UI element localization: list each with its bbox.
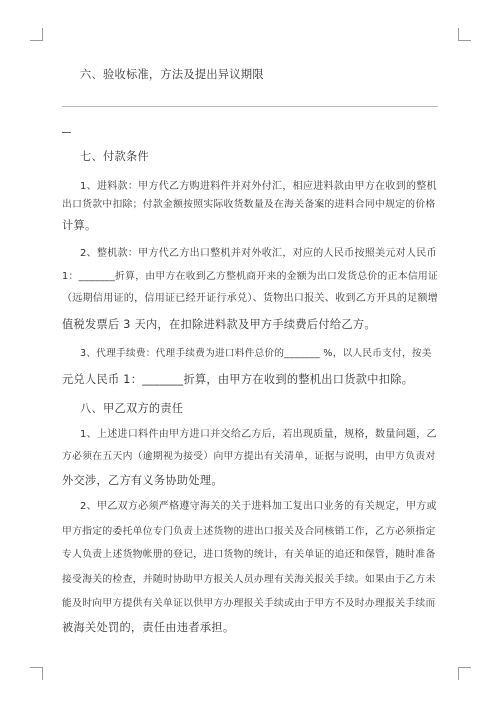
paragraph-line: 1、上述进口料件由甲方进口并交给乙方后，若出现质量，规格，数量问题，乙 <box>80 429 437 440</box>
paragraph-line: 元兑人民币 1：_______折算，由甲方在收到的整机出口货款中扣除。 <box>62 373 414 386</box>
blank-dash-mark <box>62 132 71 133</box>
paragraph-line: 被海关处罚的，责任由违者承担。 <box>62 621 235 634</box>
crop-mark-top-left <box>30 28 43 41</box>
crop-mark-top-right <box>458 28 471 41</box>
paragraph-line: 2、整机款：甲方代乙方出口整机并对外收汇，对应的人民币按照美元对人民币 <box>80 248 437 259</box>
paragraph-line: 专人负责上述货物帐册的登记，进口货物的统计，有关单证的追还和保管，随时准备 <box>62 549 436 560</box>
paragraph-line: 3、代理手续费：代理手续费为进口料件总价的_______ %，以人民币支付，按美 <box>80 348 432 359</box>
paragraph-line: 能及时向甲方提供有关单证以供甲方办理报关手续或由于甲方不及时办理报关手续而 <box>62 598 436 609</box>
paragraph-line: （远期信用证的，信用证已经开证行承兑）、货物出口报关、收到乙方开具的足额增 <box>62 293 439 304</box>
paragraph-line: 1：_______折算，由甲方在收到乙方整机商开来的金额为出口发货总价的正本信用证 <box>62 271 439 282</box>
paragraph-line: 接受海关的检查，并随时协助甲方报关人员办理有关海关报关手续。如果由于乙方未 <box>62 574 436 585</box>
paragraph-line: 出口货款中扣除；付款金额按照实际收货数量及在海关备案的进料合同中规定的价格 <box>62 199 436 210</box>
paragraph-line: 外交涉，乙方有义务协助处理。 <box>62 474 223 487</box>
paragraph-line: 值税发票后 3 天内，在扣除进料款及甲方手续费后付给乙方。 <box>62 318 376 331</box>
paragraph-line: 方必须在五天内（逾期视为接受）向甲方提出有关清单，证据与说明，由甲方负责对 <box>62 451 436 462</box>
crop-mark-bottom-right <box>458 667 471 680</box>
paragraph-line: 甲方指定的委托单位专门负责上述货物的进出口报关及合同核销工作，乙方必须指定 <box>62 526 436 537</box>
paragraph-line: 1、进料款：甲方代乙方购进料件并对外付汇，相应进料款由甲方在收到的整机 <box>80 181 437 192</box>
blank-answer-line <box>62 106 438 107</box>
heading-section-8: 八、甲乙双方的责任 <box>80 402 184 415</box>
paragraph-line: 计算。 <box>62 219 97 232</box>
crop-mark-bottom-left <box>30 667 43 680</box>
heading-section-7: 七、付款条件 <box>80 150 149 163</box>
paragraph-line: 2、甲乙双方必须严格遵守海关的关于进料加工复出口业务的有关规定，甲方或 <box>80 501 437 512</box>
heading-section-6: 六、验收标准，方法及提出异议期限 <box>80 68 264 81</box>
